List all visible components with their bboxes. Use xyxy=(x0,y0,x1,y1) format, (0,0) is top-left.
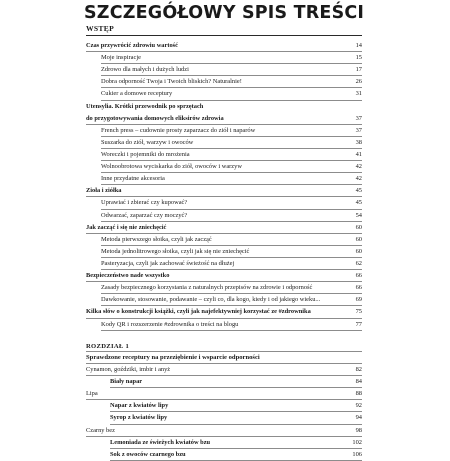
toc-entry-title: Bezpieczeństwo nade wszystko xyxy=(86,272,170,280)
toc-entry-title: Odwarzać, zaparzać czy moczyć? xyxy=(101,211,188,219)
toc-entry-title: Czarny bez xyxy=(86,426,115,434)
toc-entry-title: Dobra odporność Twoja i Twoich bliskich? Naturalnie! xyxy=(101,78,242,86)
toc-entry-page: 106 xyxy=(352,450,362,458)
toc-entry-page: 84 xyxy=(355,378,362,386)
toc-entry xyxy=(86,400,362,412)
toc-entry-title: Kody QR i rozszerzenie #zdrownika o treści na blogu xyxy=(101,320,239,328)
toc-entry xyxy=(86,282,362,294)
toc-entry-title: Cukier a domowe receptury xyxy=(101,90,173,98)
toc-entry xyxy=(86,425,362,437)
toc-entry xyxy=(86,234,362,246)
toc-entry xyxy=(86,376,362,388)
toc-entry-title: Pasteryzacja, czyli jak zachować świeżość na dłużej xyxy=(101,259,235,267)
toc-entry xyxy=(86,173,362,185)
toc-entry-title: Utensylia. Krótki przewodnik po sprzętach xyxy=(86,102,204,110)
toc-entry-page: 88 xyxy=(355,390,362,398)
toc-entry xyxy=(86,270,362,282)
toc-entry-page: 66 xyxy=(355,284,362,292)
toc-entry xyxy=(86,113,362,125)
toc-entry-title: Moje inspiracje xyxy=(101,54,141,62)
toc-entry-page: 31 xyxy=(355,90,362,98)
toc-entry-title: Biały napar xyxy=(110,378,143,386)
toc-entry-title: Lemoniada ze świeżych kwiatów bzu xyxy=(110,438,211,446)
toc-entry-page: 98 xyxy=(355,426,362,434)
toc-entry xyxy=(86,88,362,100)
toc-entry xyxy=(86,306,362,318)
toc-entry-title: French press – cudownie prosty zaparzacz do ziół i naparów xyxy=(101,126,256,134)
toc-entry xyxy=(86,319,362,331)
toc-entry-page: 60 xyxy=(355,223,362,231)
chapter-label: ROZDZIAŁ 1 xyxy=(86,343,130,350)
page-title: SZCZEGÓŁOWY SPIS TREŚCI xyxy=(84,3,365,23)
toc-entry-page: 69 xyxy=(355,296,362,304)
toc-entry xyxy=(86,149,362,161)
toc-entry xyxy=(86,197,362,209)
toc-entry xyxy=(86,294,362,306)
toc-entry xyxy=(86,40,362,52)
toc-entry-page: 77 xyxy=(355,320,362,328)
toc-entry xyxy=(86,52,362,64)
toc-entry xyxy=(86,137,362,149)
toc-entry-title: Dawkowanie, stosowanie, podawanie – czyli co, dla kogo, kiedy i od jakiego wieku... xyxy=(101,296,321,304)
toc-entry-page: 17 xyxy=(355,66,362,74)
toc-entry-title: Metoda jednolitrowego słoika, czyli jak się nie zniechęcić xyxy=(101,247,250,255)
toc-entry xyxy=(86,161,362,173)
toc-entry-page: 92 xyxy=(355,402,362,410)
toc-entry-page: 45 xyxy=(355,187,362,195)
toc-entry-page: 75 xyxy=(355,308,362,316)
toc-entry-page: 94 xyxy=(355,414,362,422)
toc-entry-page: 62 xyxy=(355,259,362,267)
toc-entry xyxy=(86,76,362,88)
toc-entry-title: Syrop z kwiatów lipy xyxy=(110,414,168,422)
toc-entry-title: Zdrowo dla małych i dużych ludzi xyxy=(101,66,189,74)
toc-entry-page: 42 xyxy=(355,163,362,171)
toc-entry-page: 41 xyxy=(355,150,362,158)
toc-entry xyxy=(86,210,362,222)
toc-entry-title: Czas przywrócić zdrowiu wartość xyxy=(86,42,178,49)
toc-entry xyxy=(86,388,362,400)
toc-entry xyxy=(86,449,362,461)
toc-entry xyxy=(86,101,362,113)
toc-entry-page: 66 xyxy=(355,272,362,280)
toc-entry-title: Metoda pierwszego słoika, czyli jak zacząć xyxy=(101,235,212,243)
toc-entry-page: 37 xyxy=(355,126,362,134)
toc-entry-title: Napar z kwiatów lipy xyxy=(110,402,169,410)
toc-entry-page: 38 xyxy=(355,138,362,146)
toc-entry xyxy=(86,412,362,424)
toc-entry-title: Zasady bezpiecznego korzystania z naturalnych przepisów na zdrowie i odporność xyxy=(101,284,313,292)
toc-entry-page: 60 xyxy=(355,247,362,255)
toc-entry-page: 26 xyxy=(355,78,362,86)
toc-entry xyxy=(86,364,362,376)
toc-entry-title: Jak zacząć i się nie zniechęcić xyxy=(86,223,167,231)
chapter-title: Sprawdzone receptury na przeziębienie i wsparcie odporności xyxy=(86,352,362,364)
toc-entry-title: Kilka słów o konstrukcji książki, czyli jak najefektywniej korzystać ze #zdrownika xyxy=(86,308,311,316)
toc-entry-page: 60 xyxy=(355,235,362,243)
toc-entry-title: Wolnoobrotowa wyciskarka do ziół, owoców i warzyw xyxy=(101,163,242,171)
toc-entry xyxy=(86,125,362,137)
toc-entry xyxy=(86,246,362,258)
toc-entry-page: 14 xyxy=(355,42,362,49)
toc-entry-title: Suszarka do ziół, warzyw i owoców xyxy=(101,138,194,146)
toc-entry-page: 54 xyxy=(355,211,362,219)
toc-entry-title: Sok z owoców czarnego bzu xyxy=(110,450,186,458)
intro-heading: WSTĘP xyxy=(86,24,115,33)
intro-rule xyxy=(86,35,362,36)
toc-entry-page: 15 xyxy=(355,54,362,62)
toc-entry-page: 102 xyxy=(352,438,362,446)
toc-entry xyxy=(86,64,362,76)
toc-entry-title: Zioła i ziółka xyxy=(86,187,122,195)
toc-entry-page: 45 xyxy=(355,199,362,207)
toc-entry-title: Cynamon, goździki, imbir i anyż xyxy=(86,366,171,373)
toc-entry xyxy=(86,437,362,449)
toc-entry-page: 82 xyxy=(355,366,362,373)
toc-entry-title: Uprawiać i zbierać czy kupować? xyxy=(101,199,188,207)
toc-entry-title: do przygotowywania domowych eliksirów zdrowia xyxy=(86,114,224,122)
toc-entry xyxy=(86,222,362,234)
toc-entry xyxy=(86,185,362,197)
toc-entry-title: Lipa xyxy=(86,390,98,398)
toc-entry-title: Inne przydatne akcesoria xyxy=(101,175,165,183)
toc-entry-title: Woreczki i pojemniki do mrożenia xyxy=(101,150,190,158)
toc-entry xyxy=(86,258,362,270)
toc-entry-page: 37 xyxy=(355,114,362,122)
toc-entry-page: 42 xyxy=(355,175,362,183)
chapter-list xyxy=(86,364,362,461)
toc-list xyxy=(86,40,362,331)
